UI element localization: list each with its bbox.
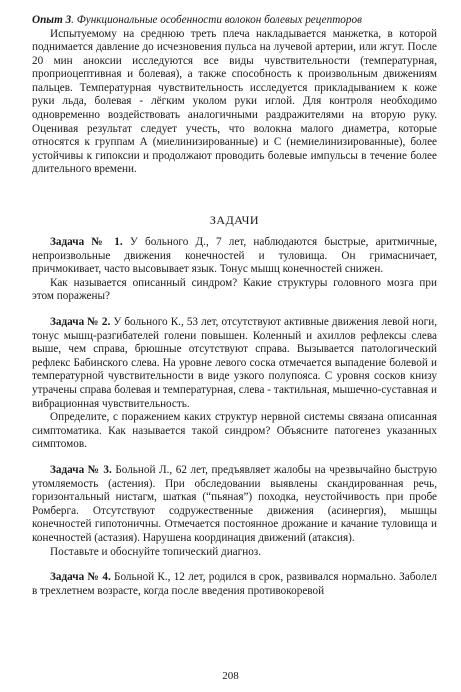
task-1: [32, 236, 437, 304]
section-title: ЗАДАЧИ: [209, 213, 260, 228]
task-2-text: У больного К., 53 лет, отсутствуют активные движения левой ноги, тонус мышц-разгибателей голени повышен. Коленный и ахиллов рефлексы слева выше, чем справа, брюшные отсутствуют справа. Вызывается патологический рефлекс Бабинского слева. На уровне левого соска отмечается выпадение болевой и температурной чувствительности в виде узкого полупояса. С уровня сосков книзу утрачены справа болевая и температурная, слева - тактильная, мышечно-суставная и вибрационная чувствительность.: [32, 316, 437, 410]
experiment-label: Опыт 3: [32, 14, 72, 26]
task-4-label: Задача № 4.: [50, 571, 111, 584]
task-1-statement: [32, 236, 437, 277]
task-2-question: Определите, с поражением каких структур нервной системы связана описанная симптоматика. Как называется такой синдром? Объясните патогенез указанных симптомов.: [32, 411, 437, 451]
experiment-header: [32, 14, 437, 28]
task-4: [32, 571, 437, 598]
task-3: [32, 464, 437, 559]
page-number: 208: [222, 670, 239, 682]
task-2: [32, 316, 437, 452]
task-2-label: Задача № 2.: [50, 316, 111, 328]
task-3-question: Поставьте и обоснуйте топический диагноз.: [50, 545, 262, 558]
task-4-statement: [32, 571, 437, 598]
task-1-question: Как называется описанный синдром? Какие структуры головного мозга при этом поражены?: [32, 276, 437, 303]
task-1-label: Задача № 1.: [50, 236, 123, 249]
intro-paragraph: Испытуемому на среднюю треть плеча накладывается манжетка, в которой поднимается давление до исчезновения пульса на лучевой артерии, или жгут. После 20 мин аноксии исследуются все виды чувствительности (температурная, проприоцептивная и болевая), а также способность к произвольным движениям пальцев. Температурная чувствительность исследуется прикладыванием к коже руки льда, болевая - лёгким уколом руки иглой. Для контроля необходимо одновременно воздействовать аналогичными раздражителями на вторую руку. Оценивая результат следует учесть, что волокна малого диаметра, которые относятся к группам А (миелинизированные) и С (немиелинизированные), более устойчивы к гипоксии и продолжают проводить болевые импульсы в течение более длительного времени.: [32, 27, 437, 176]
task-2-statement: [32, 316, 437, 411]
task-1-text: У больного Д., 7 лет, наблюдаются быстрые, аритмичные, непроизвольные движения конечностей и туловища. Он гримасничает, причмокивает, часто высовывает язык. Тонус мышц конечностей снижен.: [32, 236, 437, 276]
task-4-text: Больной К., 12 лет, родился в срок, развивался нормально. Заболел в трехлетнем возрасте, когда после введения противокоревой: [32, 571, 438, 597]
task-3-statement: [32, 464, 437, 546]
experiment-title: . Функциональные особенности волокон болевых рецепторов: [71, 14, 362, 26]
task-3-text: Больной Л., 62 лет, предъявляет жалобы на чрезвычайно быструю утомляемость (астения). При обследовании выявлены скандированная речь, горизонтальный нистагм, шаткая (“пьяная”) походка, неустойчивость при пробе Ромберга. Отсутствуют содружественные движения (асинергия), мышцы конечностей гипотоничны. Отмечается постоянное дрожание и качание туловища и конечностей (астазия). Нарушена координация движений (атаксия).: [32, 463, 437, 544]
task-3-label: Задача № 3.: [50, 463, 112, 476]
